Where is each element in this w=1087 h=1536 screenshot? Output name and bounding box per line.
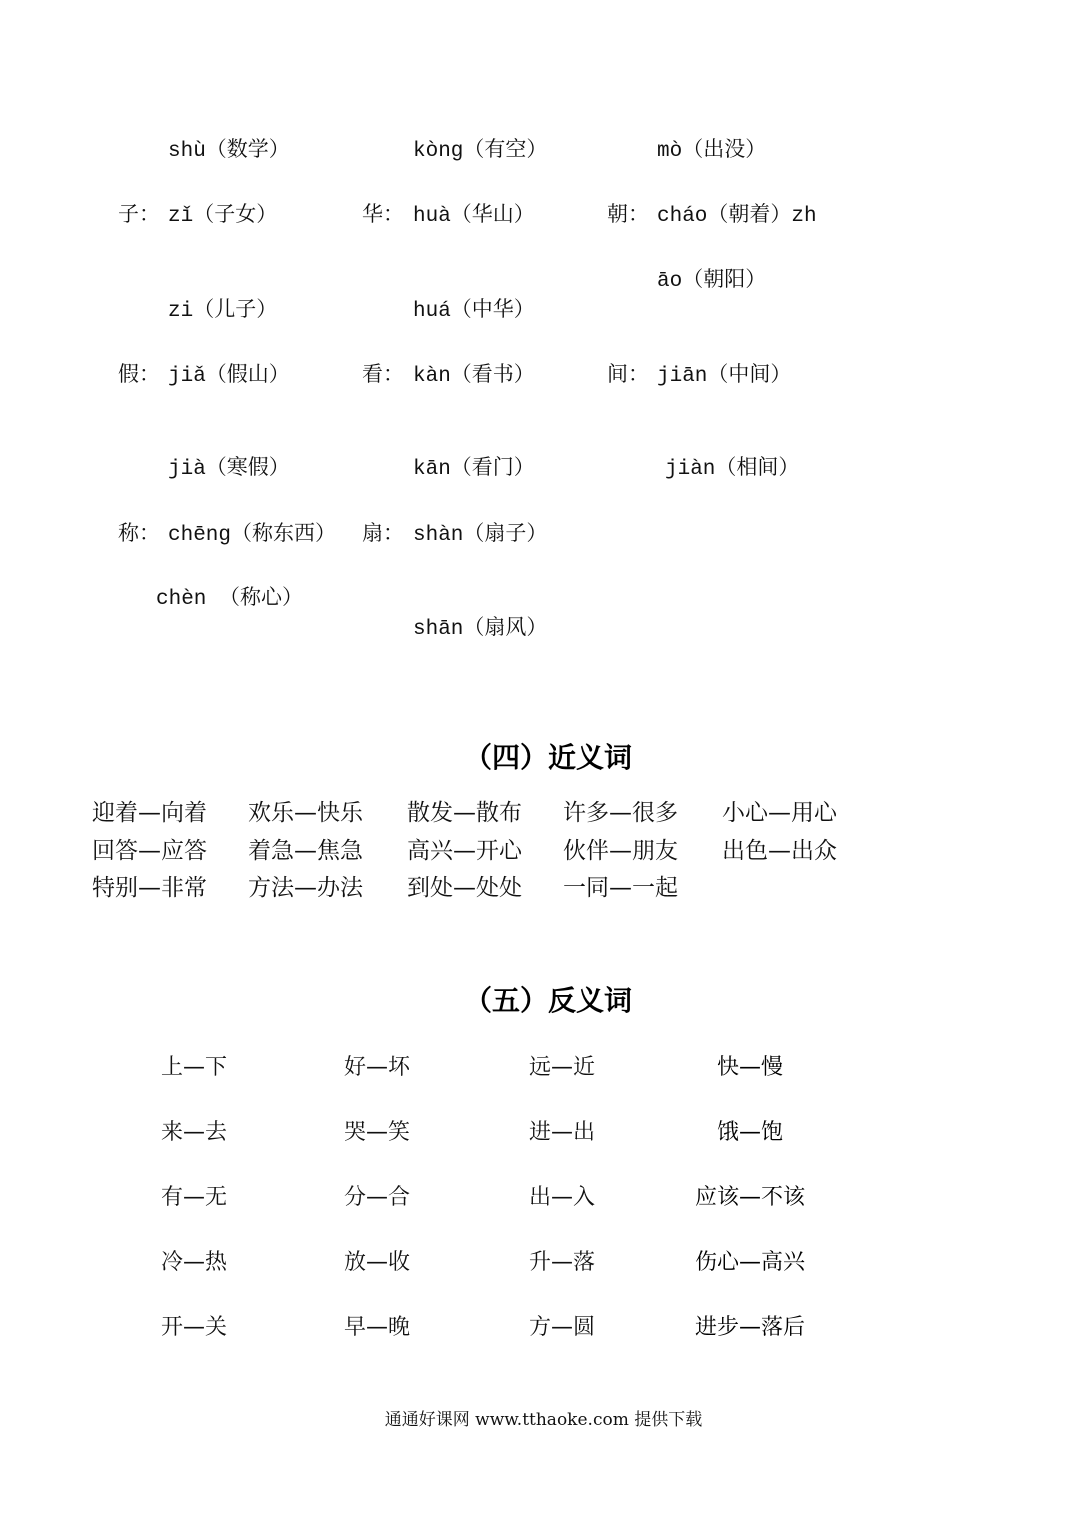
antonym-pair: 饿—饱 — [716, 1120, 783, 1145]
page-footer: 通通好课网 www.tthaoke.com 提供下载 — [384, 1410, 703, 1430]
antonym-row — [0, 1185, 1087, 1215]
synonym-row — [0, 837, 1087, 867]
polyphone-char: 华： — [362, 205, 404, 228]
antonym-pair: 升—落 — [529, 1250, 596, 1275]
antonym-pair: 早—晚 — [344, 1315, 411, 1340]
antonym-pair: 伤心—高兴 — [694, 1250, 805, 1275]
antonym-pair: 进步—落后 — [694, 1315, 805, 1340]
antonym-pair: 快—慢 — [716, 1055, 783, 1080]
antonym-pair: 进—出 — [529, 1120, 596, 1145]
antonym-pair: 出—入 — [529, 1185, 596, 1210]
synonym-pair: 迎着—向着 — [92, 800, 207, 826]
polyphone-char: 称： — [118, 524, 160, 547]
synonym-row — [0, 874, 1087, 904]
polyphone-char: 间： — [607, 365, 649, 388]
polyphone-reading: huà（华山） — [413, 205, 535, 228]
polyphone-reading: jià（寒假） — [168, 458, 290, 481]
antonym-row — [0, 1250, 1087, 1280]
antonym-pair: 应该—不该 — [694, 1185, 805, 1210]
polyphone-reading: shù（数学） — [168, 140, 290, 163]
polyphone-reading: kān（看门） — [413, 458, 535, 481]
synonym-pair: 到处—处处 — [407, 875, 522, 901]
antonym-pair: 有—无 — [161, 1185, 228, 1210]
polyphone-char: 扇： — [362, 524, 404, 547]
synonym-pair: 伙伴—朋友 — [563, 838, 678, 864]
antonym-pair: 方—圆 — [529, 1315, 596, 1340]
antonym-row — [0, 1315, 1087, 1345]
polyphone-reading: jiǎ（假山） — [168, 365, 290, 388]
polyphone-reading: jiān（中间） — [657, 365, 792, 388]
antonym-pair: 分—合 — [344, 1185, 411, 1210]
antonym-pair: 远—近 — [529, 1055, 596, 1080]
polyphone-char: 假： — [118, 365, 160, 388]
synonym-pair: 着急—焦急 — [248, 838, 363, 864]
polyphone-reading: zǐ（子女） — [168, 205, 278, 228]
antonym-pair: 好—坏 — [344, 1055, 411, 1080]
polyphone-reading: zi（儿子） — [168, 300, 278, 323]
synonym-pair: 小心—用心 — [722, 800, 837, 826]
synonym-pair: 欢乐—快乐 — [248, 800, 363, 826]
polyphone-char: 朝： — [607, 205, 649, 228]
polyphone-reading: chèn （称心） — [156, 588, 304, 611]
polyphone-reading: kàn（看书） — [413, 365, 535, 388]
polyphone-char: 看： — [362, 365, 404, 388]
synonym-pair: 出色—出众 — [722, 838, 837, 864]
polyphone-reading: shān（扇风） — [413, 618, 548, 641]
antonym-pair: 上—下 — [161, 1055, 228, 1080]
synonym-pair: 方法—办法 — [248, 875, 363, 901]
polyphone-reading: āo（朝阳） — [657, 270, 767, 293]
polyphone-reading: kòng（有空） — [413, 140, 548, 163]
antonym-row — [0, 1055, 1087, 1085]
polyphone-char: 子： — [118, 205, 160, 228]
antonym-pair: 放—收 — [344, 1250, 411, 1275]
synonym-pair: 许多—很多 — [563, 800, 678, 826]
antonym-row — [0, 1120, 1087, 1150]
synonyms-heading: （四）近义词 — [464, 741, 633, 774]
antonym-pair: 哭—笑 — [344, 1120, 411, 1145]
antonym-pair: 开—关 — [161, 1315, 228, 1340]
polyphone-reading: cháo（朝着）zh — [657, 205, 817, 228]
synonym-pair: 一同—一起 — [563, 875, 678, 901]
synonym-pair: 高兴—开心 — [407, 838, 522, 864]
polyphone-reading: chēng（称东西） — [168, 524, 337, 547]
synonym-row — [0, 799, 1087, 829]
antonym-pair: 冷—热 — [161, 1250, 228, 1275]
antonyms-heading: （五）反义词 — [464, 984, 633, 1017]
synonym-pair: 散发—散布 — [407, 800, 522, 826]
polyphone-reading: shàn（扇子） — [413, 524, 548, 547]
synonym-pair: 回答—应答 — [92, 838, 207, 864]
synonym-pair: 特别—非常 — [92, 875, 207, 901]
polyphone-reading: huá（中华） — [413, 300, 535, 323]
polyphone-reading: mò（出没） — [657, 140, 767, 163]
polyphone-reading: jiàn（相间） — [665, 458, 800, 481]
antonym-pair: 来—去 — [161, 1120, 228, 1145]
